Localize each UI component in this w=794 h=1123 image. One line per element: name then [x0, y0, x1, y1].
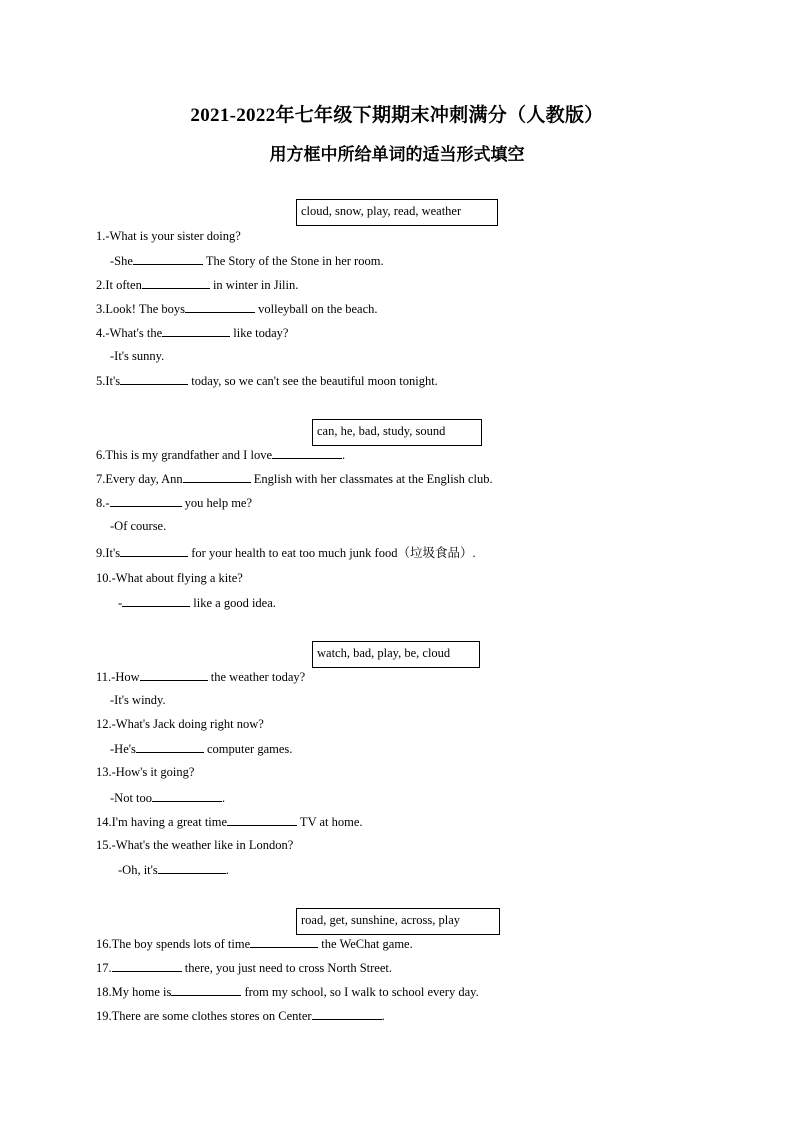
answer-blank-17[interactable] [112, 959, 182, 972]
question-7: 7.Every day, Ann English with her classmates at the English club. [96, 472, 493, 486]
question-17: 17. there, you just need to cross North Street. [96, 961, 392, 975]
answer-blank-15[interactable] [158, 861, 226, 874]
question-1-prompt: 1.-What is your sister doing? [96, 229, 241, 243]
question-9: 9.It's for your health to eat too much junk food（垃圾食品）. [96, 546, 476, 560]
answer-blank-8[interactable] [110, 494, 182, 507]
question-11-prompt: 11.-How the weather today? [96, 670, 306, 684]
answer-blank-6[interactable] [272, 446, 342, 459]
question-3: 3.Look! The boys volleyball on the beach. [96, 302, 378, 316]
question-5: 5.It's today, so we can't see the beautiful moon tonight. [96, 374, 438, 388]
word-box-4: road, get, sunshine, across, play [296, 908, 500, 935]
question-19: 19.There are some clothes stores on Center . [96, 1009, 385, 1023]
question-4-prompt: 4.-What's the like today? [96, 326, 289, 340]
question-8-prompt: 8.- you help me? [96, 496, 253, 510]
answer-blank-12[interactable] [136, 740, 204, 753]
question-8-answer: -Of course. [110, 519, 167, 533]
question-13-prompt: 13.-How's it going? [96, 765, 195, 779]
question-10-answer: - like a good idea. [118, 596, 276, 610]
answer-blank-19[interactable] [312, 1007, 382, 1020]
answer-blank-9[interactable] [120, 544, 188, 557]
question-18: 18.My home is from my school, so I walk to school every day. [96, 985, 479, 999]
answer-blank-1[interactable] [133, 252, 203, 265]
answer-blank-5[interactable] [120, 372, 188, 385]
question-12-answer: -He's computer games. [110, 742, 293, 756]
answer-blank-4[interactable] [162, 324, 230, 337]
answer-blank-2[interactable] [142, 276, 210, 289]
answer-blank-10[interactable] [122, 594, 190, 607]
page-title: 2021-2022年七年级下期期末冲刺满分（人教版） [190, 105, 604, 126]
question-12-prompt: 12.-What's Jack doing right now? [96, 717, 264, 731]
answer-blank-18[interactable] [171, 983, 241, 996]
answer-blank-11[interactable] [140, 668, 208, 681]
question-14: 14.I'm having a great time TV at home. [96, 815, 363, 829]
question-10-prompt: 10.-What about flying a kite? [96, 571, 243, 585]
question-2: 2.It often in winter in Jilin. [96, 278, 299, 292]
question-13-answer: -Not too . [110, 791, 226, 805]
question-15-prompt: 15.-What's the weather like in London? [96, 838, 294, 852]
word-box-2: can, he, bad, study, sound [312, 419, 482, 446]
question-4-answer: -It's sunny. [110, 349, 165, 363]
answer-blank-3[interactable] [185, 300, 255, 313]
answer-blank-16[interactable] [250, 935, 318, 948]
answer-blank-7[interactable] [183, 470, 251, 483]
answer-blank-14[interactable] [227, 813, 297, 826]
question-11-answer: -It's windy. [110, 693, 166, 707]
answer-blank-13[interactable] [152, 789, 222, 802]
page-subtitle: 用方框中所给单词的适当形式填空 [269, 145, 525, 164]
question-15-answer: -Oh, it's . [118, 863, 229, 877]
question-16: 16.The boy spends lots of time the WeChat game. [96, 937, 413, 951]
word-box-1: cloud, snow, play, read, weather [296, 199, 498, 226]
question-6: 6.This is my grandfather and I love . [96, 448, 346, 462]
question-1-answer: -She The Story of the Stone in her room. [110, 254, 384, 268]
word-box-3: watch, bad, play, be, cloud [312, 641, 480, 668]
